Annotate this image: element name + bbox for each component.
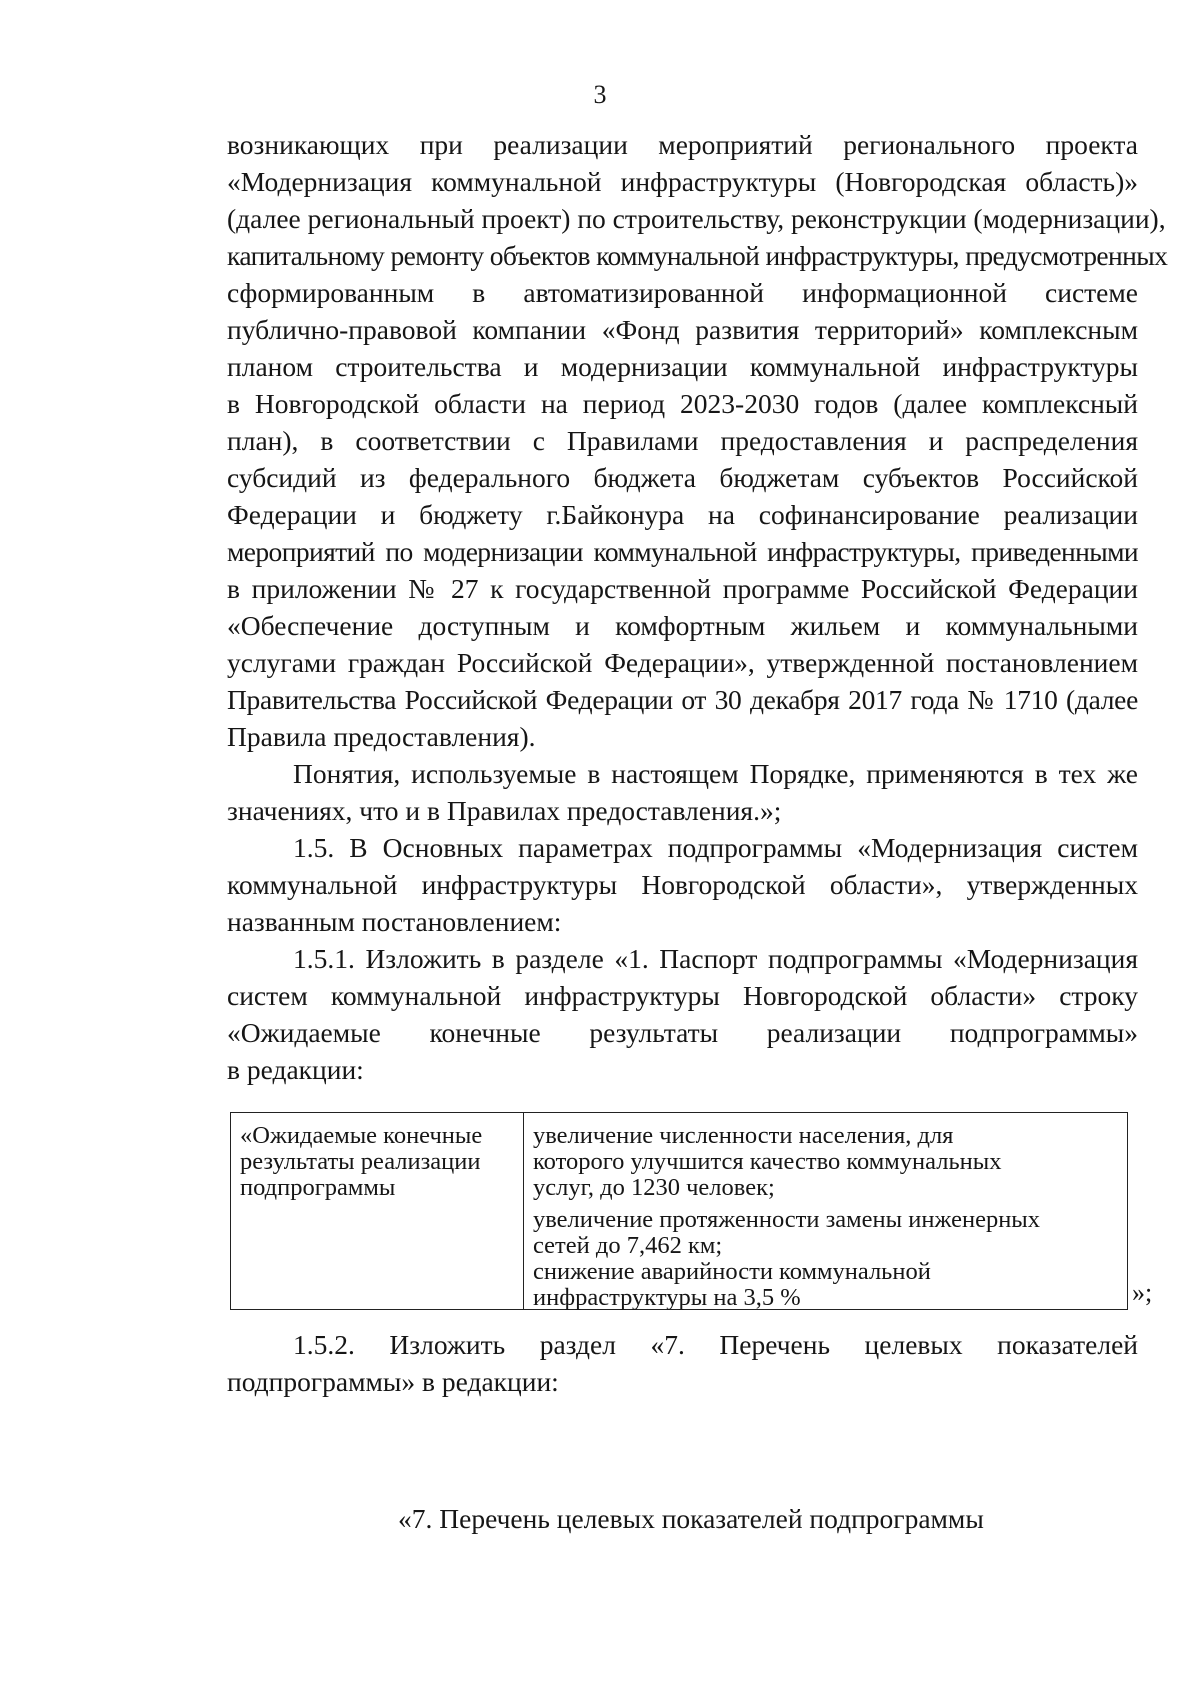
text-line: (далее региональный проект) по строительству, реконструкции (модернизации), bbox=[227, 203, 1166, 234]
text-line: в редакции: bbox=[227, 1054, 364, 1085]
text-line: капитальному ремонту объектов коммунальной инфраструктуры, предусмотренных bbox=[227, 240, 1168, 271]
text-line: субсидий из федерального бюджета бюджетам субъектов Российской bbox=[227, 462, 1138, 493]
cell-line: «Ожидаемые конечные bbox=[240, 1122, 483, 1149]
text-line: 1.5.2. Изложить раздел «7. Перечень целевых показателей bbox=[293, 1329, 1138, 1360]
cell-line: снижение аварийности коммунальной bbox=[533, 1258, 931, 1285]
text-line: 1.5. В Основных параметрах подпрограммы «Модернизация систем bbox=[293, 832, 1138, 863]
text-line: названным постановлением: bbox=[227, 906, 562, 937]
table-column-divider bbox=[523, 1113, 524, 1309]
text-line: Федерации и бюджету г.Байконура на софинансирование реализации bbox=[227, 499, 1138, 530]
text-line: услугами граждан Российской Федерации», утвержденной постановлением bbox=[227, 647, 1138, 678]
text-line: возникающих при реализации мероприятий регионального проекта bbox=[227, 129, 1138, 160]
cell-line: результаты реализации bbox=[240, 1148, 481, 1175]
cell-line: которого улучшится качество коммунальных bbox=[533, 1148, 1002, 1175]
cell-line: сетей до 7,462 км; bbox=[533, 1232, 723, 1259]
text-line: подпрограммы» в редакции: bbox=[227, 1366, 559, 1397]
text-line: «Обеспечение доступным и комфортным жильем и коммунальными bbox=[227, 610, 1138, 641]
table-result-item bbox=[533, 1123, 1001, 1201]
text-line: публично-правовой компании «Фонд развития территорий» комплексным bbox=[227, 314, 1138, 345]
text-line: сформированным в автоматизированной информационной системе bbox=[227, 277, 1138, 308]
text-line: планом строительства и модернизации коммунальной инфраструктуры bbox=[227, 351, 1138, 382]
cell-line: услуг, до 1230 человек; bbox=[533, 1174, 775, 1201]
text-line: мероприятий по модернизации коммунальной инфраструктуры, приведенными bbox=[227, 536, 1138, 567]
text-line: систем коммунальной инфраструктуры Новгородской области» строку bbox=[227, 980, 1138, 1011]
table-left-cell bbox=[240, 1123, 482, 1201]
text-line: в приложении № 27 к государственной программе Российской Федерации bbox=[227, 573, 1138, 604]
results-table bbox=[230, 1112, 1128, 1310]
text-line: Правила предоставления). bbox=[227, 721, 536, 752]
cell-line: увеличение протяженности замены инженерных bbox=[533, 1206, 1041, 1233]
section-heading: «7. Перечень целевых показателей подпрограммы bbox=[398, 1503, 984, 1534]
text-line: «Ожидаемые конечные результаты реализации подпрограммы» bbox=[227, 1017, 1138, 1048]
page-number: 3 bbox=[593, 80, 607, 109]
text-line: в Новгородской области на период 2023-2030 годов (далее комплексный bbox=[227, 388, 1138, 419]
table-result-item bbox=[533, 1259, 931, 1311]
text-line: «Модернизация коммунальной инфраструктуры (Новгородская область)» bbox=[227, 166, 1138, 197]
cell-line: подпрограммы bbox=[240, 1174, 396, 1201]
cell-line: инфраструктуры на 3,5 % bbox=[533, 1284, 801, 1311]
text-line: коммунальной инфраструктуры Новгородской области», утвержденных bbox=[227, 869, 1138, 900]
table-closing-quote: »; bbox=[1132, 1278, 1153, 1307]
text-line: Правительства Российской Федерации от 30 декабря 2017 года № 1710 (далее bbox=[227, 684, 1138, 715]
cell-line: увеличение численности населения, для bbox=[533, 1122, 954, 1149]
text-line: значениях, что и в Правилах предоставления.»; bbox=[227, 795, 782, 826]
text-line: 1.5.1. Изложить в разделе «1. Паспорт подпрограммы «Модернизация bbox=[293, 943, 1138, 974]
text-line: план), в соответствии с Правилами предоставления и распределения bbox=[227, 425, 1138, 456]
table-result-item bbox=[533, 1207, 1040, 1259]
text-line: Понятия, используемые в настоящем Порядке, применяются в тех же bbox=[293, 758, 1138, 789]
